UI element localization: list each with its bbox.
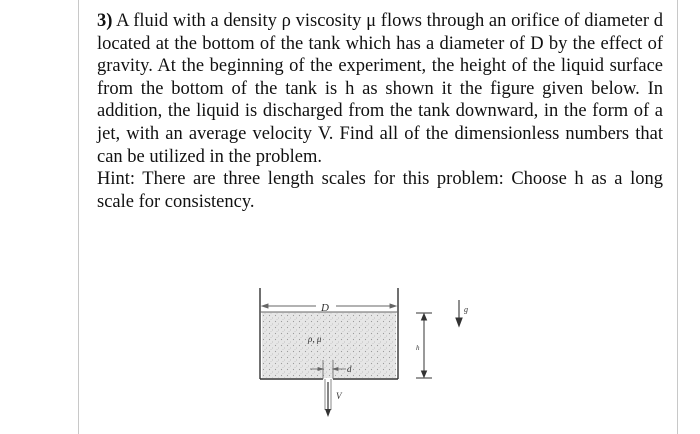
liquid-region [262, 312, 396, 378]
label-g: g [464, 305, 468, 314]
tank-diagram [250, 278, 490, 428]
problem-body: A fluid with a density ρ viscosity μ flows through an orifice of diameter d located at the bottom of the tank which has a diameter of D by the effect of gravity. At the beginning of the experiment, the height of the liquid surface from the bottom of the tank is h as shown it the figure given below. In addition, the liquid is discharged from the tank downward, in the form of a jet, with an average velocity V. Find all of the dimensionless numbers that can be utilized in the problem. [97, 11, 663, 167]
problem-number: 3) [97, 11, 113, 31]
outflow-jet [325, 379, 331, 417]
problem-text [97, 10, 663, 213]
label-h: h [416, 344, 420, 352]
label-rho-mu: ρ, μ [308, 334, 322, 344]
gravity-arrow [456, 300, 462, 326]
problem-statement [97, 10, 663, 168]
problem-hint: Hint: There are three length scales for this problem: Choose h as a long scale for consistency. [97, 169, 663, 212]
label-d: d [347, 364, 352, 374]
label-V: V [336, 391, 342, 401]
tank-figure [250, 278, 490, 428]
diameter-D-dimension [262, 304, 396, 308]
label-D: D [321, 302, 329, 314]
